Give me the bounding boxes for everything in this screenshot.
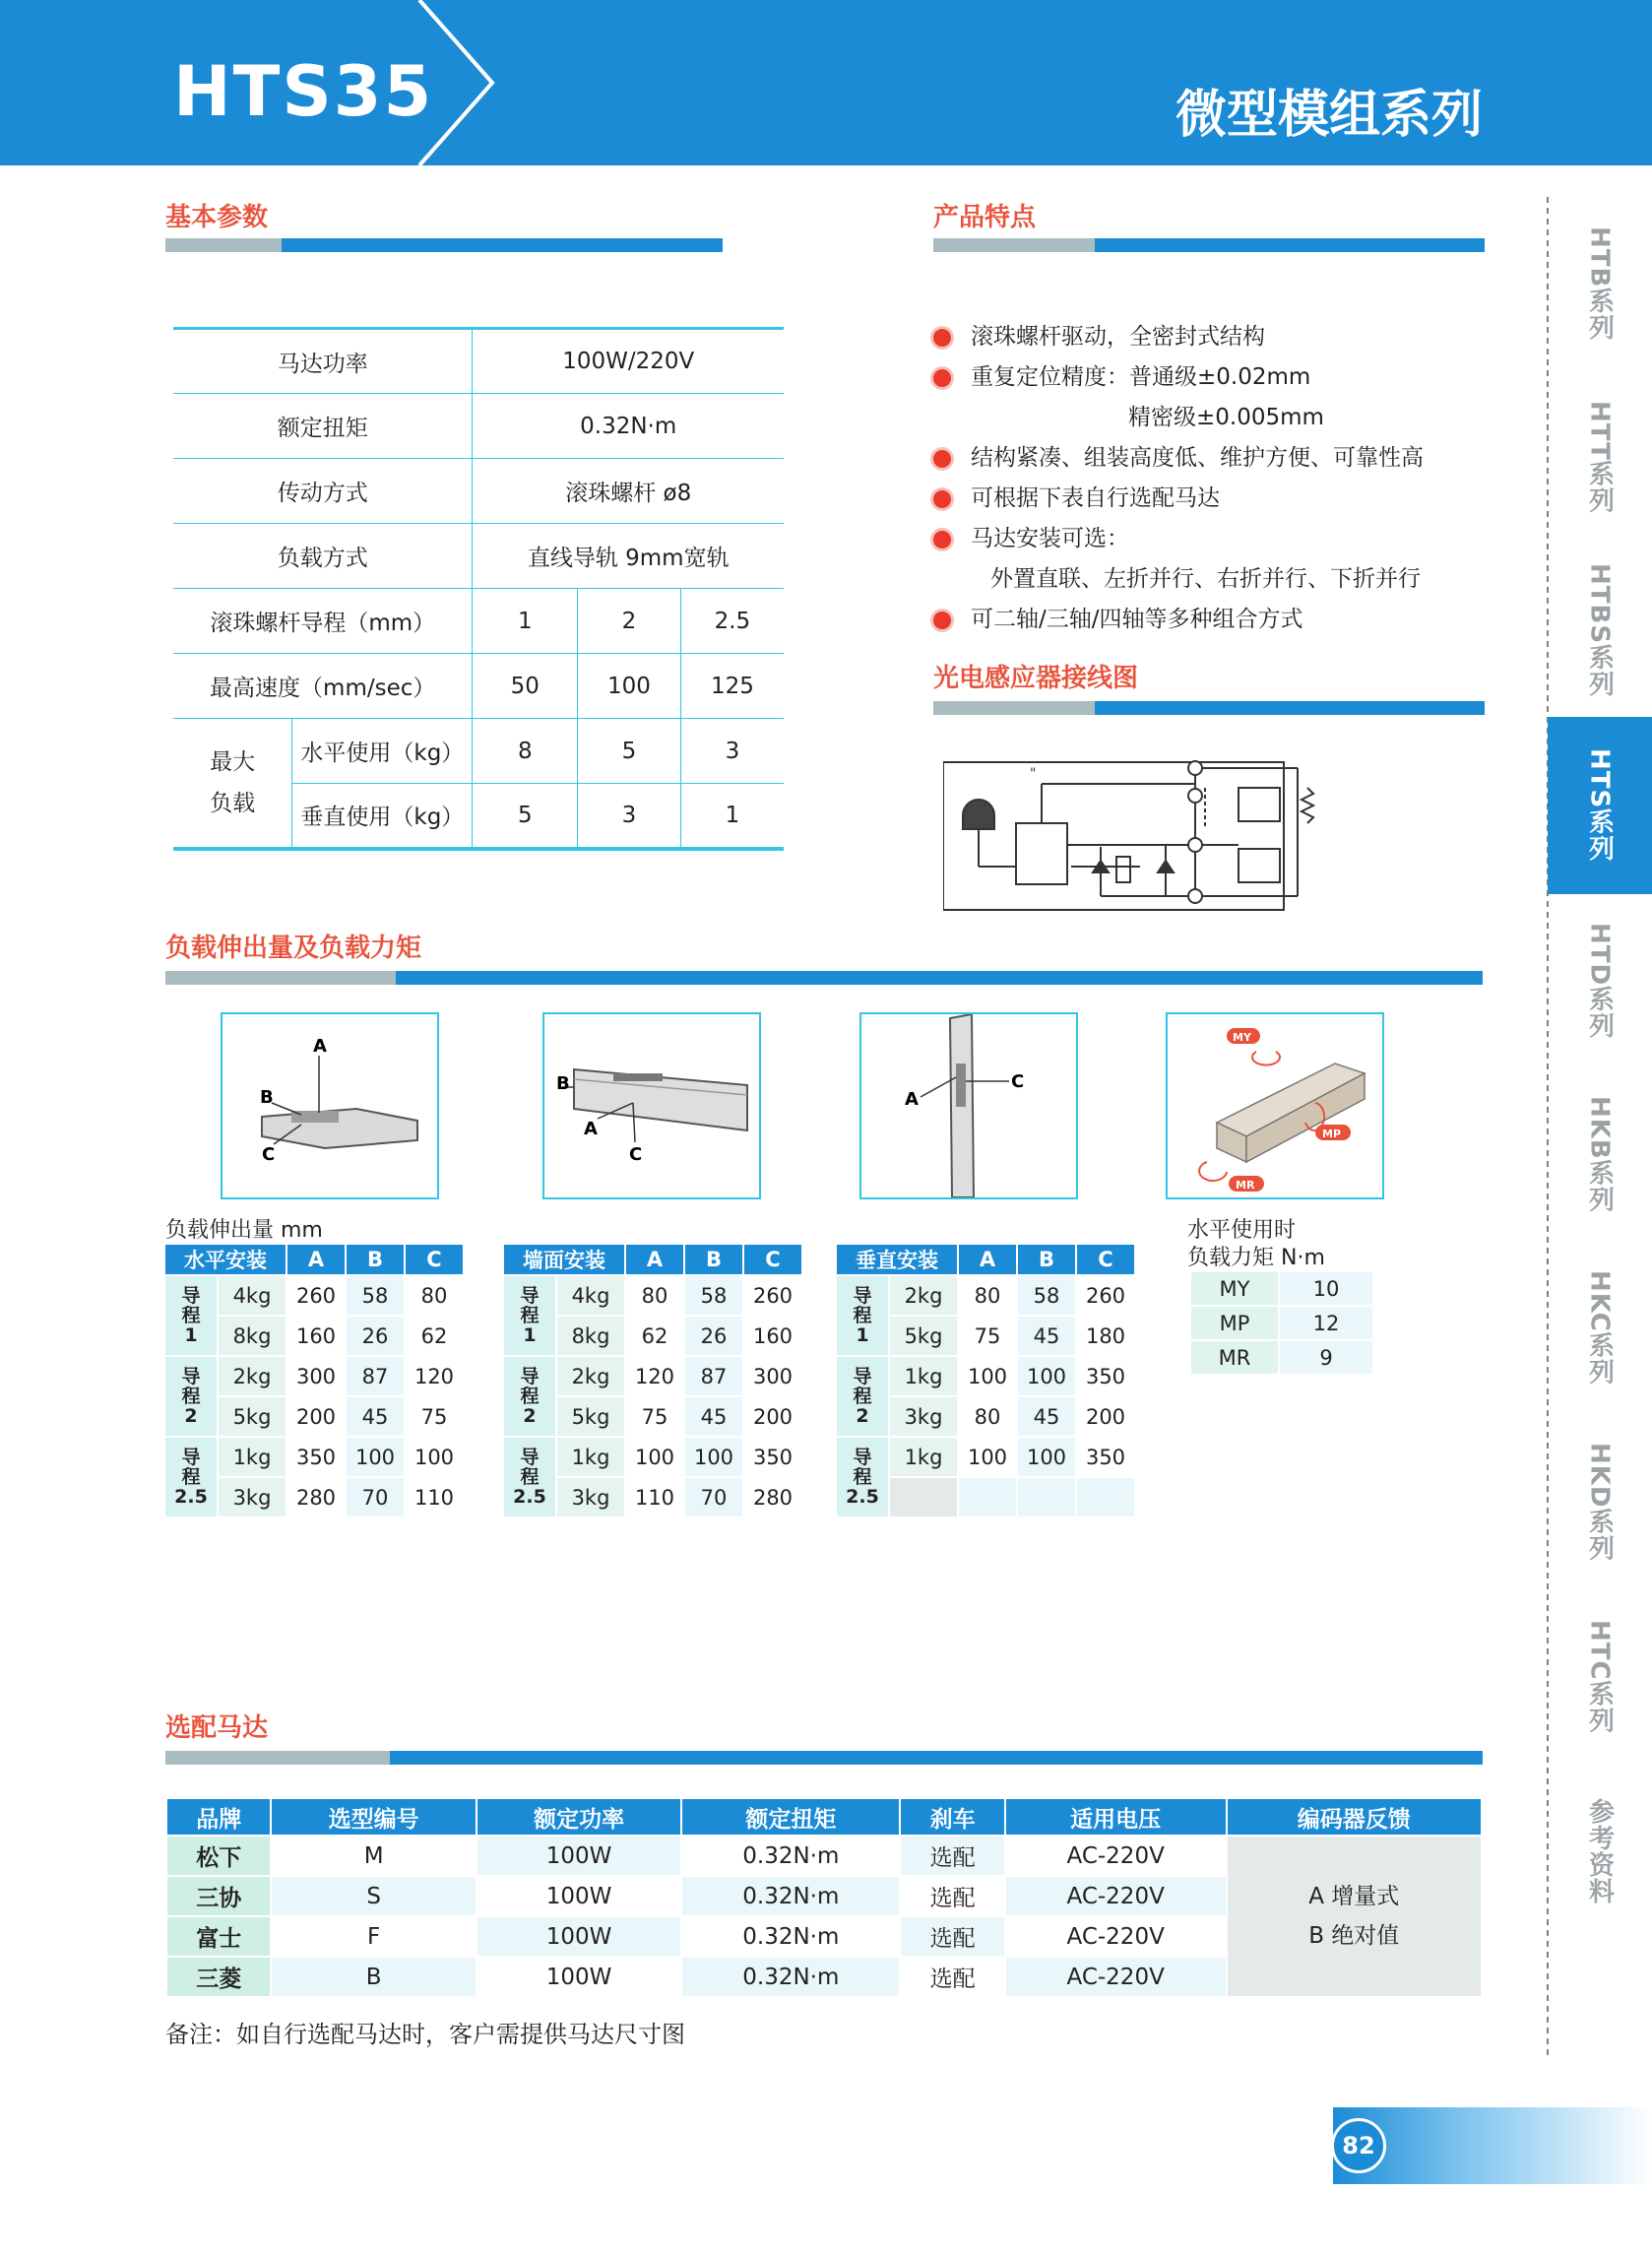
table-row <box>173 524 784 589</box>
svg-text:MR: MR <box>1236 1179 1255 1192</box>
param-value: 8 <box>473 719 578 784</box>
section-load-title: 负载伸出量及负载力矩 <box>165 934 422 963</box>
table-row: MP 12 <box>1190 1306 1373 1340</box>
page-number: 82 <box>1331 2118 1386 2173</box>
list-item: 滚珠螺杆驱动，全密封式结构 <box>927 317 1479 357</box>
motor-table <box>165 1797 1483 1998</box>
param-value: 2 <box>578 589 681 654</box>
bullet-icon <box>933 329 951 347</box>
table-row: 3kg 80 45 200 <box>836 1396 1135 1437</box>
svg-text:A: A <box>905 1089 919 1110</box>
param-value: 100W/220V <box>473 329 784 394</box>
label-b: B <box>260 1087 274 1108</box>
param-value: 1 <box>680 784 784 849</box>
moment-table <box>1189 1270 1374 1376</box>
table-row: MY 10 <box>1190 1271 1373 1306</box>
param-label: 滚珠螺杆导程（mm） <box>173 589 473 654</box>
param-label: 负载方式 <box>173 524 473 589</box>
load-table <box>502 1243 803 1518</box>
section-bar <box>165 1751 1483 1765</box>
chevron-decoration-icon <box>413 0 502 165</box>
table-header-row: 水平安装 A B C <box>164 1244 464 1275</box>
moment-diagram-image <box>1166 1012 1384 1199</box>
side-tab-1[interactable]: HTB系列 <box>1584 226 1615 342</box>
table-row <box>173 394 784 459</box>
lead-cell: 导 程 1 <box>503 1275 556 1356</box>
list-item: 重复定位精度：普通级±0.02mm <box>927 357 1479 398</box>
table-row: 导 程 2.5 1kg 100 100 350 <box>503 1437 802 1477</box>
lead-cell: 导 程 1 <box>836 1275 889 1356</box>
param-value: 3 <box>578 784 681 849</box>
wiring-diagram <box>943 748 1361 926</box>
svg-text:B: B <box>556 1073 570 1094</box>
side-tab-5[interactable]: HTD系列 <box>1584 922 1615 1040</box>
section-bar <box>165 971 1483 985</box>
param-value: 125 <box>680 654 784 719</box>
section-bar <box>933 701 1485 715</box>
list-item: 可二轴/三轴/四轴等多种组合方式 <box>927 600 1479 640</box>
table-row: 导 程 1 2kg 80 58 260 <box>836 1275 1135 1316</box>
table-row: 8kg 62 26 160 <box>503 1316 802 1356</box>
table-header-row: 品牌 选型编号 额定功率 额定扭矩 刹车 适用电压 编码器反馈 <box>166 1798 1482 1836</box>
table-row: 富士 F 100W 0.32N·m 选配 AC-220V <box>166 1916 1482 1957</box>
param-value: 1 <box>473 589 578 654</box>
basic-params-table <box>173 327 784 851</box>
bullet-icon <box>933 450 951 468</box>
param-value: 3 <box>680 719 784 784</box>
section-basic-title: 基本参数 <box>165 203 269 232</box>
param-label: 额定扭矩 <box>173 394 473 459</box>
list-item: 精密级±0.005mm <box>1128 405 1324 430</box>
table-row: 8kg 160 26 62 <box>164 1316 464 1356</box>
svg-text:MY: MY <box>1233 1031 1251 1044</box>
param-value: 100 <box>578 654 681 719</box>
side-tab-2[interactable]: HTT系列 <box>1584 400 1615 514</box>
lead-cell: 导 程 1 <box>164 1275 218 1356</box>
section-wiring <box>933 658 1485 694</box>
param-value: 2.5 <box>680 589 784 654</box>
param-label: 垂直使用（kg） <box>292 784 473 849</box>
param-value: 5 <box>578 719 681 784</box>
table-row: 三菱 B 100W 0.32N·m 选配 AC-220V <box>166 1957 1482 1997</box>
section-basic <box>165 197 723 233</box>
encoder-cell: A 增量式 B 绝对值 <box>1227 1836 1483 1997</box>
table-row <box>173 719 784 784</box>
list-item: 可根据下表自行选配马达 <box>927 479 1479 519</box>
table-row: 导 程 1 4kg 260 58 80 <box>164 1275 464 1316</box>
table-row: 5kg 200 45 75 <box>164 1396 464 1437</box>
svg-text:A: A <box>584 1119 598 1139</box>
bullet-icon <box>933 369 951 387</box>
table-row: 3kg 110 70 280 <box>503 1477 802 1517</box>
section-motor-title: 选配马达 <box>165 1713 269 1743</box>
svg-text:MP: MP <box>1322 1128 1342 1140</box>
moment-caption-1: 水平使用时 <box>1187 1218 1297 1243</box>
section-bar <box>933 238 1485 252</box>
table-row: 3kg 280 70 110 <box>164 1477 464 1517</box>
table-row: 三协 S 100W 0.32N·m 选配 AC-220V <box>166 1876 1482 1916</box>
side-tab-9[interactable]: HTC系列 <box>1584 1620 1615 1734</box>
bullet-icon <box>933 490 951 508</box>
label-a: A <box>313 1036 327 1057</box>
table-row <box>173 459 784 524</box>
section-wiring-title: 光电感应器接线图 <box>933 664 1139 693</box>
load-table <box>835 1243 1136 1518</box>
section-bar <box>165 238 723 252</box>
param-label: 水平使用（kg） <box>292 719 473 784</box>
param-value: 0.32N·m <box>473 394 784 459</box>
side-tab-10[interactable]: 参考资料 <box>1584 1798 1615 1904</box>
lead-cell: 导 程 2 <box>164 1356 218 1437</box>
lead-cell: 导 程 2.5 <box>164 1437 218 1517</box>
list-item: 外置直联、左折并行、右折并行、下折并行 <box>990 566 1421 592</box>
section-motor <box>165 1708 1483 1744</box>
lead-cell: 导 程 2 <box>836 1356 889 1437</box>
side-tab-7[interactable]: HKC系列 <box>1584 1269 1615 1386</box>
table-row: 导 程 2 1kg 100 100 350 <box>836 1356 1135 1396</box>
side-tab-3[interactable]: HTBS系列 <box>1584 562 1615 698</box>
param-label: 传动方式 <box>173 459 473 524</box>
list-item: 结构紧凑、组装高度低、维护方便、可靠性高 <box>927 438 1479 479</box>
maxload-label: 最大 负载 <box>210 748 256 816</box>
svg-text:C: C <box>629 1144 643 1165</box>
param-label: 马达功率 <box>173 329 473 394</box>
horizontal-mount-image <box>221 1012 439 1199</box>
table-row: 导 程 2.5 1kg 350 100 100 <box>164 1437 464 1477</box>
model-title: HTS35 <box>173 51 434 132</box>
table-row: 5kg 75 45 180 <box>836 1316 1135 1356</box>
label-c: C <box>262 1144 276 1165</box>
param-value: 50 <box>473 654 578 719</box>
side-tab-4[interactable]: HTS系列 <box>1548 717 1652 894</box>
table-header-row: 垂直安装 A B C <box>836 1244 1135 1275</box>
section-features <box>933 197 1485 233</box>
param-value: 滚珠螺杆 ø8 <box>473 459 784 524</box>
load-table <box>163 1243 465 1518</box>
svg-text:C: C <box>1011 1071 1025 1092</box>
table-row: 导 程 2 2kg 120 87 300 <box>503 1356 802 1396</box>
page-header <box>0 0 1652 165</box>
table-row <box>173 654 784 719</box>
table-row: 导 程 2.5 1kg 100 100 350 <box>836 1437 1135 1477</box>
wall-mount-image <box>542 1012 761 1199</box>
table-row: MR 9 <box>1190 1340 1373 1375</box>
vertical-mount-image <box>859 1012 1078 1199</box>
series-title: 微型模组系列 <box>1175 86 1483 145</box>
param-value: 直线导轨 9mm宽轨 <box>473 524 784 589</box>
section-load <box>165 928 1483 964</box>
table-row: 导 程 2 2kg 300 87 120 <box>164 1356 464 1396</box>
table-row <box>173 589 784 654</box>
moment-caption-2: 负载力矩 N·m <box>1187 1246 1325 1270</box>
table-row: 松下 M 100W 0.32N·m 选配 AC-220V A 增量式 B 绝对值 <box>166 1836 1482 1876</box>
lead-cell: 导 程 2 <box>503 1356 556 1437</box>
svg-text:": " <box>1030 766 1037 782</box>
load-caption: 负载伸出量 mm <box>165 1218 323 1243</box>
motor-note: 备注：如自行选配马达时，客户需提供马达尺寸图 <box>165 2021 685 2048</box>
table-header-row: 墙面安装 A B C <box>503 1244 802 1275</box>
side-tab-6[interactable]: HKB系列 <box>1584 1095 1615 1213</box>
section-features-title: 产品特点 <box>933 203 1037 232</box>
lead-cell: 导 程 2.5 <box>836 1437 889 1517</box>
lead-cell: 导 程 2.5 <box>503 1437 556 1517</box>
bullet-icon <box>933 531 951 548</box>
table-row <box>173 329 784 394</box>
list-item: 马达安装可选： <box>927 519 1479 559</box>
param-value: 5 <box>473 784 578 849</box>
table-row: 导 程 1 4kg 80 58 260 <box>503 1275 802 1316</box>
side-tab-8[interactable]: HKD系列 <box>1584 1442 1615 1562</box>
bullet-icon <box>933 612 951 629</box>
param-label: 最高速度（mm/sec） <box>173 654 473 719</box>
features-list <box>927 317 1479 640</box>
table-row: 5kg 75 45 200 <box>503 1396 802 1437</box>
